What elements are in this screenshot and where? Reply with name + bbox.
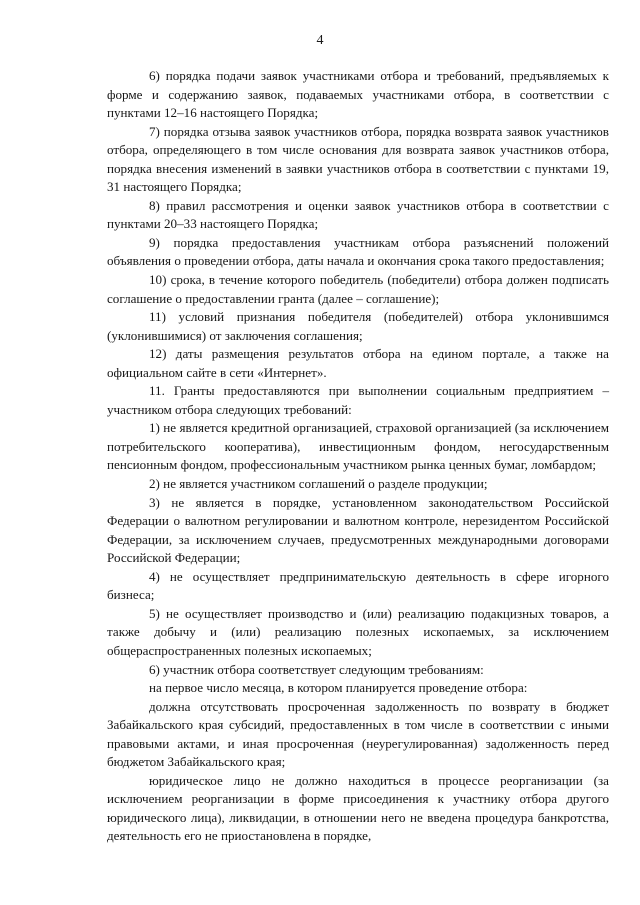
paragraph-item-8-review-rules: 8) правил рассмотрения и оценки заявок участников отбора в соответствии с пунктами 20–33 настоящего Порядка; (107, 197, 609, 232)
paragraph-item-12-results-publication: 12) даты размещения результатов отбора на едином портале, а также на официальном сайте в сети «Интернет». (107, 346, 609, 380)
requirement-6-participant-conditions: 6) участник отбора соответствует следующим требованиям: (149, 661, 484, 677)
requirement-2-production-sharing: 2) не является участником соглашений о разделе продукции; (149, 476, 488, 492)
requirement-1-not-credit-organization: 1) не является кредитной организацией, страховой организацией (за исключением потребительского кооператива), инвестиционным фондом, негосударственным пенсионным фондом, профессиональным участником рынка ценных бумаг, ломбардом; (107, 420, 609, 473)
paragraph-item-6-application-procedure: 6) порядка подачи заявок участниками отбора и требований, предъявляемых к форме и содержанию заявок, подаваемых участниками отбора, в соответствии с пунктами 12–16 настоящего Порядка; (107, 68, 609, 121)
paragraph-item-11-evasion-conditions: 11) условий признания победителя (победителей) отбора уклонившимся (уклонившимися) от заключения соглашения; (107, 309, 609, 343)
paragraph-item-9-clarifications: 9) порядка предоставления участникам отбора разъяснений положений объявления о проведении отбора, даты начала и окончания срока такого предоставления; (107, 234, 609, 269)
paragraph-item-10-signing-deadline: 10) срока, в течение которого победитель (победители) отбора должен подписать соглашение о предоставлении гранта (далее – соглашение); (107, 272, 609, 306)
requirement-6-date-clause: на первое число месяца, в котором планируется проведение отбора: (149, 680, 528, 696)
paragraph-section-11-grant-requirements: 11. Гранты предоставляются при выполнении социальным предприятием – участником отбора следующих требований: (107, 383, 609, 417)
requirement-6-no-overdue-debt: должна отсутствовать просроченная задолженность по возврату в бюджет Забайкальского края субсидий, предоставленных в том числе в соответствии с иными правовыми актами, и иная просроченная (неурегулированная) задолженность перед бюджетом Забайкальского края; (107, 698, 609, 770)
document-body (107, 67, 609, 846)
paragraph-item-7-application-withdrawal: 7) порядка отзыва заявок участников отбора, порядка возврата заявок участников отбора, определяющего в том числе основания для возврата заявок участников отбора, порядка внесения изменений в заявки участников отбора в соответствии с пунктами 19, 31 настоящего Порядка; (107, 123, 609, 195)
requirement-6-no-reorganization: юридическое лицо не должно находиться в процессе реорганизации (за исключением реорганизации в форме присоединения к участнику отбора другого юридического лица), ликвидации, в отношении него не введена процедура банкротства, деятельность его не приостановлена в порядке, (107, 772, 609, 844)
requirement-5-excise-goods: 5) не осуществляет производство и (или) реализацию подакцизных товаров, а также добычу и (или) реализацию полезных ископаемых, за исключением общераспространенных полезных ископаемых; (107, 605, 609, 658)
page-number: 4 (316, 33, 324, 48)
requirement-3-non-resident: 3) не является в порядке, установленном законодательством Российской Федерации о валютном регулировании и валютном контроле, нерезидентом Российской Федерации, за исключением случаев, предусмотренных международными договорами Российской Федерации; (107, 494, 609, 566)
requirement-4-gambling: 4) не осуществляет предпринимательскую деятельность в сфере игорного бизнеса; (107, 568, 609, 603)
